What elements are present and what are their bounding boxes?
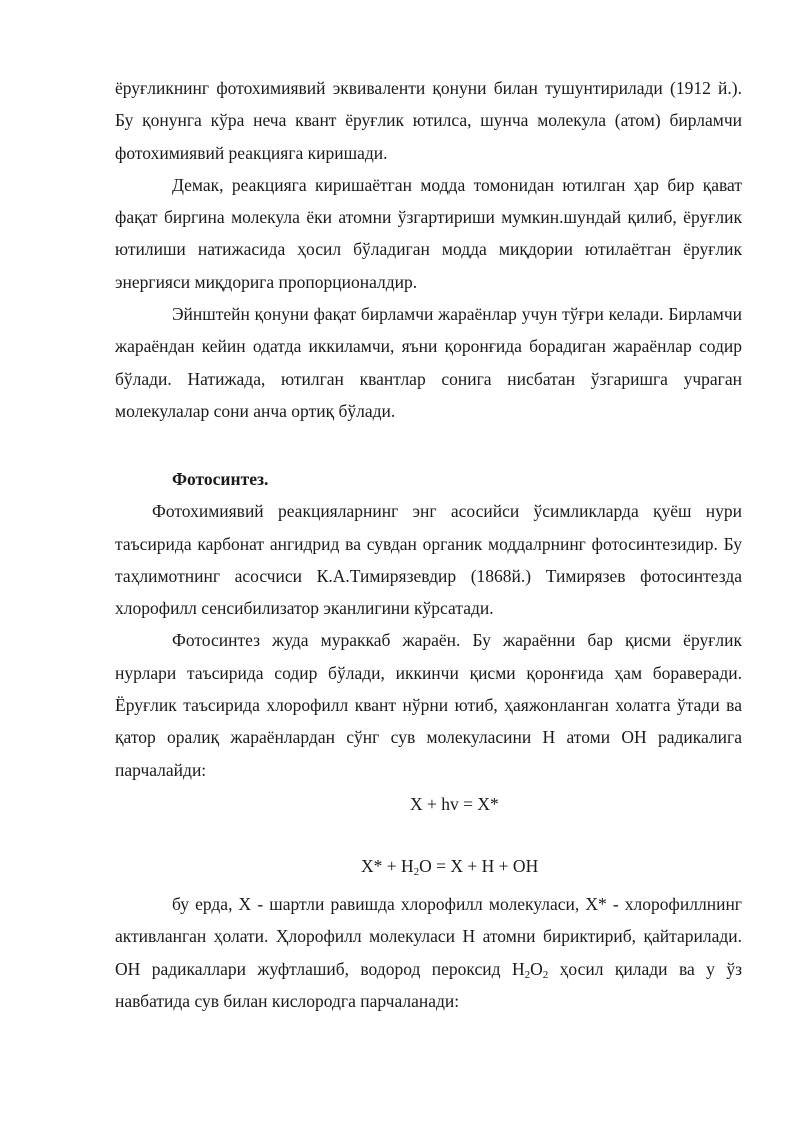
subscript: 2 [542, 968, 549, 981]
body-paragraph [115, 888, 742, 1017]
formula-h2o2 [512, 959, 548, 979]
paragraph-text: бу ерда, X - шартли равишда хлорофилл молекуласи, X* - хлорофиллнинг активланган ҳолати. Ҳлорофилл молекуласи Н атомни бириктириб, қайтарилади. ОН радикаллари жуфтлашиб, водород пероксид [115, 893, 742, 979]
equation-excitation: X + hv = X* [410, 793, 499, 814]
element-o: O [530, 958, 543, 979]
equation-right: O = X + H + OH [419, 855, 539, 876]
body-paragraph: Эйнштейн қонуни фақат бирламчи жараёнлар учун тўғри келади. Бирламчи жараёндан кейин одатда иккиламчи, яъни қоронғида борадиган жараёнлар содир бўлади. Натижада, ютилган квантлар сонига нисбатан ўзгаришга учраган молекулалар сони анча ортиқ бўлади. [115, 304, 742, 421]
body-paragraph: ёруғликнинг фотохимиявий эквиваленти қонуни билан тушунтирилади (1912 й.). Бу қонунга кўра неча квант ёруғлик ютилса, шунча молекула (атом) бирламчи фотохимиявий реакцияга киришади. [115, 78, 742, 163]
element-h: H [511, 958, 525, 979]
body-paragraph: Фотохимиявий реакцияларнинг энг асосийси ўсимликларда қуёш нури таъсирида карбонат ангидрид ва сувдан органик моддалрнинг фотосинтезидир. Бу таҳлимотнинг асосчиси К.А.Тимирязевдир (1868й.) Тимирязев фотосинтезда хлорофилл сенсибилизатор эканлигини кўрсатади. [115, 501, 742, 619]
subscript: 2 [413, 865, 420, 878]
page-content [115, 72, 742, 1017]
equation-water-split [115, 850, 742, 882]
paragraph-text: ҳосил қилади ва у ўз навбатида сув билан кислородга парчаланади: [115, 958, 743, 1011]
equation-left: X* + H [361, 855, 414, 876]
body-paragraph: Демак, реакцияга киришаётган модда томонидан ютилган ҳар бир қават фақат биргина молекула ёки атомни ўзгартириши мумкин.шундай қилиб, ёруғлик ютилиши натижасида ҳосил бўладиган модда миқдории ютилаётган ёруғлик энергияси миқдорига пропорционалдир. [115, 174, 742, 292]
body-paragraph: Фотосинтез жуда мураккаб жараён. Бу жараённи бар қисми ёруғлик нурлари таъсирида содир бўлади, иккинчи қисми қоронғида ҳам бораверади. Ёруғлик таъсирида хлорофилл квант нўрни ютиб, ҳаяжонланган холатга ўтади ва қатор оралиқ жараёнлардан сўнг сув молекуласини Н атоми ОН радикалига парчалайди: [115, 630, 742, 780]
section-heading: Фотосинтез. [172, 469, 269, 490]
subscript: 2 [524, 968, 531, 981]
section-spacer [115, 427, 742, 463]
